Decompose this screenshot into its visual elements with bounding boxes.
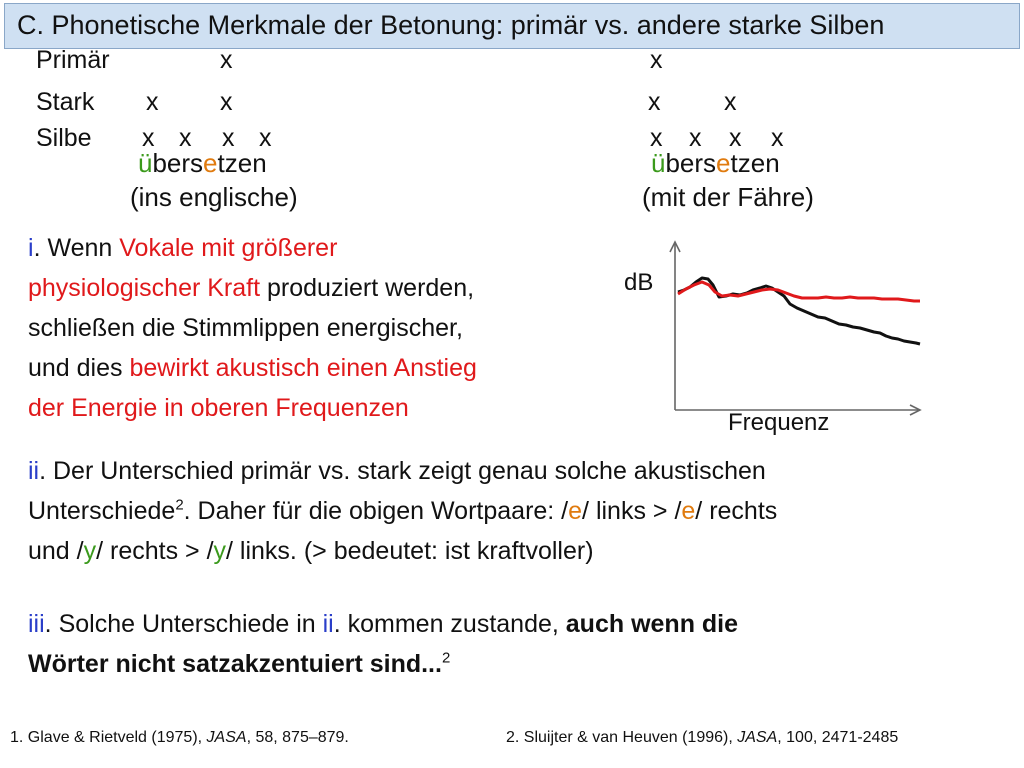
grid-x-left-silbe-1: x [142, 124, 155, 152]
graph-ylabel: dB [624, 269, 654, 296]
grid-x-left-stark-2: x [220, 88, 233, 116]
grid-x-right-silbe-2: x [689, 124, 702, 152]
grid-x-right-stark-2: x [724, 88, 737, 116]
row-label-silbe: Silbe [36, 124, 92, 152]
word-left-stressed-vowel: e [203, 148, 218, 178]
spectrum-curve-black [678, 278, 920, 344]
paragraph-i: i. Wenn Vokale mit größerer physiologischer Kraft produziert werden, schließen die Stimmlippen energischer, und dies bewirkt akustisch einen Anstieg der Energie in oberen Frequenzen [28, 234, 477, 422]
word-left-first-vowel: ü [138, 148, 153, 178]
grid-x-left-primaer: x [220, 46, 233, 74]
row-label-primaer: Primär [36, 46, 110, 74]
spectrum-graph [620, 232, 940, 438]
word-right-first-vowel: ü [651, 148, 666, 178]
graph-xlabel: Frequenz [728, 409, 830, 436]
paragraph-iii: iii. Solche Unterschiede in ii. kommen zustande, auch wenn die Wörter nicht satzakzentuiert sind...$^2$ [28, 610, 739, 678]
paragraph-ii: ii. Der Unterschied primär vs. stark zeigt genau solche akustischen Unterschiede$^2$. Daher für die obigen Wortpaare: /e/ links > /e/ rechts und /y/ rechts > /y/ links. (> bedeutet: ist kraftvoller) [28, 457, 778, 565]
word-left: übersetzen [138, 148, 267, 178]
word-right: übersetzen [651, 148, 780, 178]
word-right-stressed-vowel: e [716, 148, 731, 178]
grid-x-right-silbe-4: x [771, 124, 784, 152]
row-label-stark: Stark [36, 88, 95, 116]
grid-x-right-silbe-1: x [650, 124, 663, 152]
word-right-gloss: (mit der Fähre) [642, 182, 814, 212]
grid-x-left-silbe-3: x [222, 124, 235, 152]
grid-x-left-silbe-2: x [179, 124, 192, 152]
word-left-gloss: (ins englische) [130, 182, 298, 212]
title-bar [4, 3, 1020, 49]
footnote-2: 2. Sluijter & van Heuven (1996), JASA, 100, 2471-2485 [506, 729, 899, 746]
para-i-number: i [28, 234, 34, 262]
graph-axes [670, 242, 920, 415]
para-iii-footnote-ref: 2 [441, 649, 451, 667]
grid-x-right-silbe-3: x [729, 124, 742, 152]
para-ii-number: ii [28, 457, 40, 485]
slide-title: C. Phonetische Merkmale der Betonung: primär vs. andere starke Silben [17, 10, 885, 40]
para-ii-footnote-ref: 2 [175, 496, 184, 514]
grid-x-right-primaer: x [650, 46, 663, 74]
para-iii-number: iii [28, 610, 45, 638]
grid-x-left-silbe-4: x [259, 124, 272, 152]
grid-x-right-stark-1: x [648, 88, 661, 116]
grid-x-left-stark-1: x [146, 88, 159, 116]
footnote-1: 1. Glave & Rietveld (1975), JASA, 58, 875–879. [10, 729, 349, 746]
